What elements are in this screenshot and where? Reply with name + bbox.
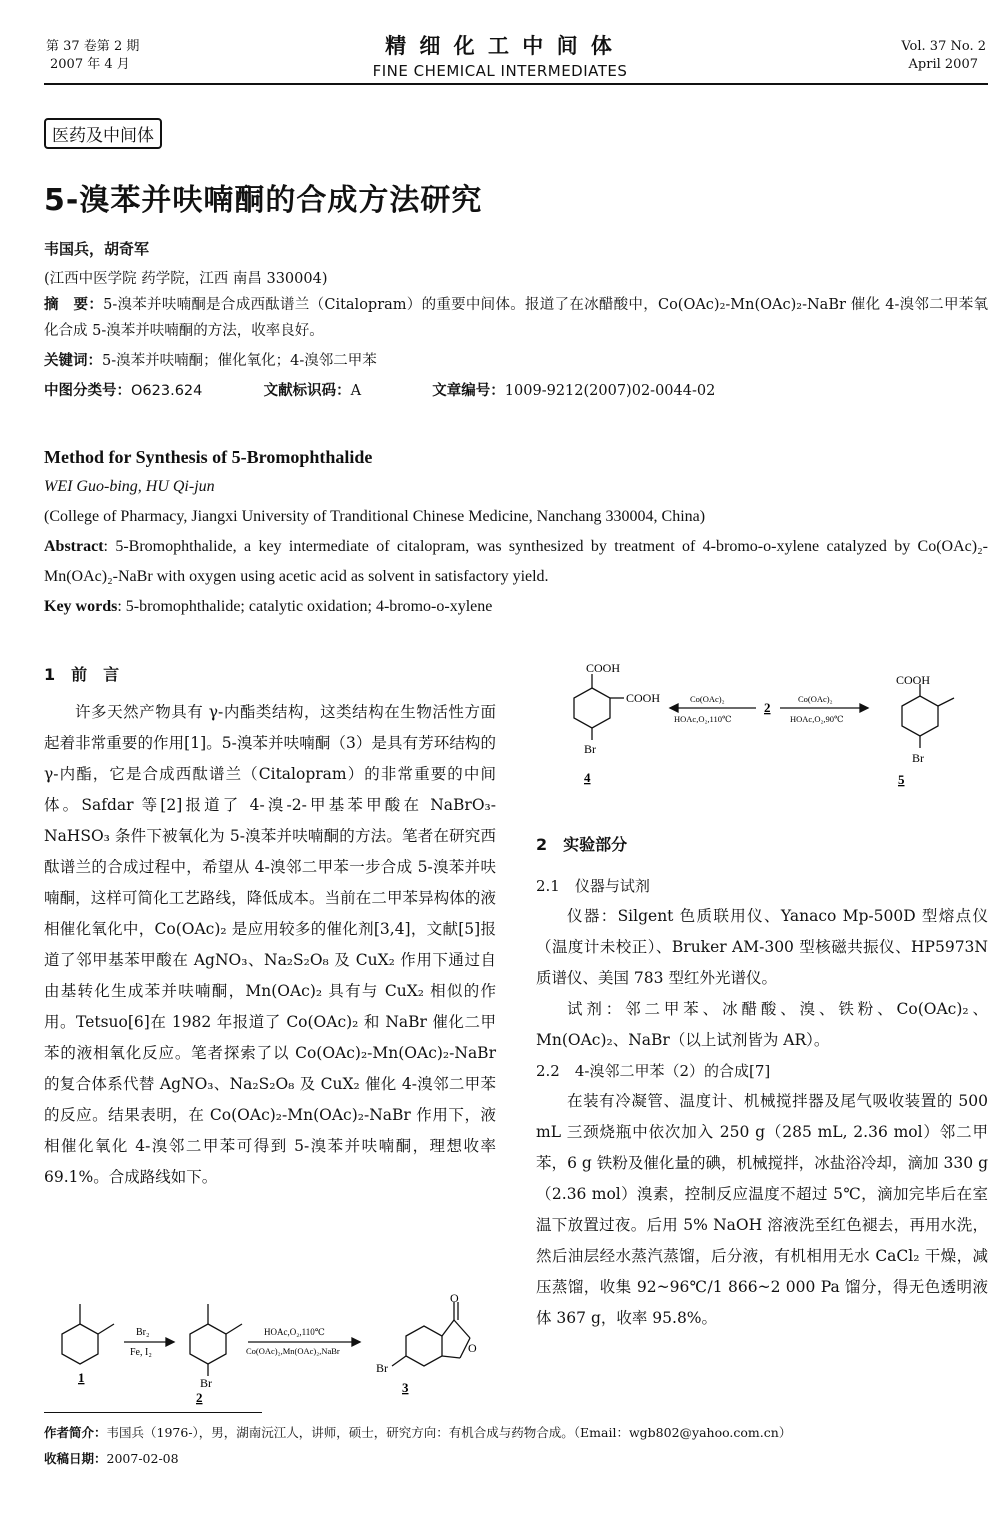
title-en: Method for Synthesis of 5-Bromophthalide [44,447,373,467]
journal-title-en: FINE CHEMICAL INTERMEDIATES [372,62,628,80]
scheme2-br-5: Br [912,751,924,765]
scheme1-reagent1-top: Br₂ [136,1327,150,1338]
abstract-en-text: 5-Bromophthalide, a key intermediate of citalopram, was synthesized by treatment of 4-bromo-o-xylene catalyzed by Co(OAc)₂-Mn(OAc)₂-NaBr with oxygen using acetic acid as solvent in satisfactory yield. [44,538,988,585]
clc-value: O623.624 [131,383,203,399]
scheme2-left-bottom: HOAc,O₂,110℃ [674,714,732,724]
compound-label-2: 2 [196,1390,203,1405]
abstract-cn-text: 5-溴苯并呋喃酮是合成西酞谱兰（Citalopram）的重要中间体。报道了在冰醋酸中，Co(OAc)₂-Mn(OAc)₂-NaBr 催化 4-溴邻二甲苯氧化合成 5-溴苯并呋喃酮的方法，收率良好。 [44,297,989,339]
benzene-ring-1 [62,1324,98,1364]
received-date-label: 收稿日期： [44,1451,107,1466]
footnotes [44,1420,988,1472]
scheme1-reagent2-top: HOAc,O₂,110℃ [264,1327,325,1337]
article-number-label: 文章编号： [432,383,505,399]
journal-title-cn: 精 细 化 工 中 间 体 [385,34,615,58]
compound-label-1: 1 [78,1370,85,1385]
scheme1-reagent2-bottom: Co(OAc)₂,Mn(OAc)₂,NaBr [246,1346,340,1356]
clc-label: 中图分类号： [44,383,131,399]
keywords-cn [44,348,988,374]
author-note [44,1420,988,1446]
doc-code-label: 文献标识码： [263,383,351,399]
benzene-ring-4 [574,688,610,728]
abstract-cn-label: 摘 要： [44,297,104,313]
scheme1-br-3: Br [376,1361,388,1375]
keywords-cn-text: 5-溴苯并呋喃酮；催化氧化；4-溴邻二甲苯 [102,353,377,369]
benzene-ring-5 [902,696,938,736]
benzene-ring-3 [406,1326,442,1366]
received-date [44,1446,988,1472]
scheme1-reagent1-bottom: Fe, I₂ [130,1347,152,1358]
scheme2-br-4: Br [584,742,596,756]
section1-heading: 1 前 言 [44,665,120,684]
scheme2-cooh-side: COOH [626,691,661,705]
issue-volume: 第 37 卷第 2 期 [46,39,140,54]
author-note-label: 作者简介： [44,1425,107,1440]
section2-heading: 2 实验部分 [536,835,628,854]
scheme1-ring-o: O [468,1341,477,1355]
section2-1-reagents: 试剂：邻二甲苯、冰醋酸、溴、铁粉、Co(OAc)₂、Mn(OAc)₂、NaBr（以上试剂皆为 AR）。 [536,1000,988,1049]
scheme2-middle-label: 2 [764,700,771,715]
journal-title [0,30,1000,80]
scheme2-left-top: Co(OAc)₂ [690,694,725,704]
section2-1-instruments: 仪器：Silgent 色质联用仪、Yanaco Mp-500D 型熔点仪（温度计未校正）、Bruker AM-300 型核磁共振仪、HP5973N 质谱仪、美国 783 型红外光谱仪。 [536,907,988,987]
classification-line [44,378,988,404]
scheme2-right-bottom: HOAc,O₂,90℃ [790,714,844,724]
volume-date: April 2007 [908,57,978,72]
section2-2-heading: 2.2 4-溴邻二甲苯（2）的合成[7] [536,1062,771,1080]
authors-cn: 韦国兵，胡奇军 [44,240,150,258]
affiliation-cn: (江西中医学院 药学院，江西 南昌 330004) [44,271,328,287]
authors-en: WEI Guo-bing, HU Qi-jun [44,478,215,495]
scheme1-carbonyl-o: O [450,1291,459,1305]
keywords-en: Key words: 5-bromophthalide; catalytic oxidation; 4-bromo-o-xylene [44,598,493,615]
section1-text: 许多天然产物具有 γ-内酯类结构，这类结构在生物活性方面起着非常重要的作用[1]。5-溴苯并呋喃酮（3）是具有芳环结构的 γ-内酯，它是合成西酞谱兰（Citalopram）的非常重要的中间体。Safdar 等[2]报道了 4-溴-2-甲基苯甲酸在 NaBrO₃-NaHSO₃ 条件下被氧化为 5-溴苯并呋喃酮的方法。笔者在研究西酞谱兰的合成过程中，希望从 4-溴邻二甲苯一步合成 5-溴苯并呋喃酮，这样可简化工艺路线，降低成本。当前在二甲苯异构体的液相催化氧化中，Co(OAc)₂ 是应用较多的催化剂[3,4]，文献[5]报道了邻甲基苯甲酸在 AgNO₃、Na₂S₂O₈ 及 CuX₂ 作用下通过自由基转化生成苯并呋喃酮，Mn(OAc)₂ 具有与 CuX₂ 相似的作用。Tetsuo[6]在 1982 年报道了 Co(OAc)₂ 和 NaBr 催化二甲苯的液相氧化反应。笔者探索了以 Co(OAc)₂-Mn(OAc)₂-NaBr 的复合体系代替 AgNO₃、Na₂S₂O₈ 及 CuX₂ 催化 4-溴邻二甲苯的反应。结果表明，在 Co(OAc)₂-Mn(OAc)₂-NaBr 作用下，液相催化氧化 4-溴邻二甲苯可得到 5-溴苯并呋喃酮，理想收率 69.1%。合成路线如下。 [44,703,496,1186]
article-number-value: 1009-9212(2007)02-0044-02 [504,383,716,399]
volume-info [901,38,986,74]
affiliation-en: (College of Pharmacy, Jiangxi University of Tranditional Chinese Medicine, Nanchang 330004, China) [44,508,706,525]
header-rule [44,83,988,85]
received-date-text: 2007-02-08 [106,1451,179,1466]
section-tag: 医药及中间体 [44,118,162,149]
article-title: 5-溴苯并呋喃酮的合成方法研究 [44,183,483,218]
issue-date: 2007 年 4 月 [50,57,130,72]
scheme1-br-2: Br [200,1376,212,1390]
footnote-rule [44,1412,262,1413]
abstract-en-label: Abstract [44,538,104,555]
keywords-en-label: Key words [44,598,118,615]
keywords-en-text: 5-bromophthalide; catalytic oxidation; 4-bromo-o-xylene [125,598,493,615]
synthesis-scheme-1 [40,1290,510,1405]
section2-2-text: 在装有冷凝管、温度计、机械搅拌器及尾气吸收装置的 500 mL 三颈烧瓶中依次加入 250 g（285 mL, 2.36 mol）邻二甲苯，6 g 铁粉及催化量的碘，机械搅拌，冰盐浴冷却，滴加 330 g（2.36 mol）溴素，控制反应温度不超过 5℃，滴加完毕后在室温下放置过夜。后用 5% NaOH 溶液洗至红色褪去，再用水洗，然后油层经水蒸汽蒸馏，后分液，有机相用无水 CaCl₂ 干燥，减压蒸馏，收集 92~96℃/1 866~2 000 Pa 馏分，得无色透明液体 367 g，收率 95.8%。 [536,1092,988,1327]
compound-label-4: 4 [584,770,591,785]
author-note-text: 韦国兵（1976-），男，湖南沅江人，讲师，硕士，研究方向：有机合成与药物合成。（Email：wgb802@yahoo.com.cn） [106,1425,792,1440]
synthesis-scheme-2 [540,656,990,796]
doc-code-value: A [350,383,362,399]
compound-label-5: 5 [898,772,905,787]
abstract-en: Abstract: 5-Bromophthalide, a key intermediate of citalopram, was synthesized by treatment of 4-bromo-o-xylene catalyzed by Co(OAc)₂-Mn(OAc)₂-NaBr with oxygen using acetic acid as solvent in satisfactory yield. [44,538,988,585]
abstract-cn [44,292,988,344]
section2-1-heading: 2.1 仪器与试剂 [536,877,650,895]
scheme2-cooh-top: COOH [586,661,621,675]
benzene-ring-2 [190,1324,226,1364]
volume-number: Vol. 37 No. 2 [901,39,986,54]
compound-label-3: 3 [402,1380,409,1395]
scheme2-cooh-5: COOH [896,673,931,687]
keywords-cn-label: 关键词： [44,353,102,369]
scheme2-right-top: Co(OAc)₂ [798,694,833,704]
